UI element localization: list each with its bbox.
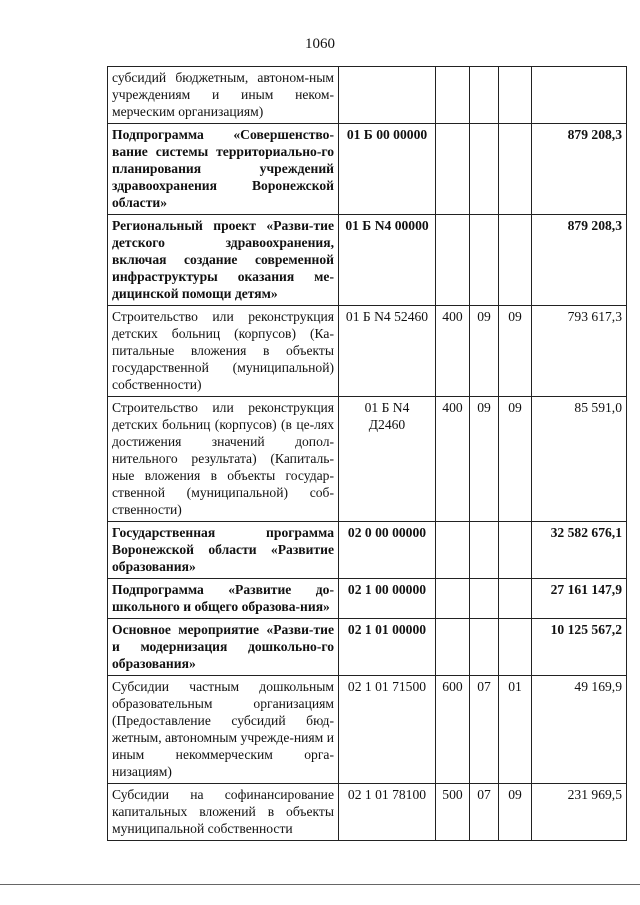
row-code-cell [339,67,436,124]
row-vr-cell [436,67,470,124]
row-sum-cell [532,67,627,124]
row-rz-cell [470,579,499,619]
row-rz-cell [470,67,499,124]
row-code-cell: 02 0 00 00000 [339,522,436,579]
row-code-cell: 02 1 01 00000 [339,619,436,676]
row-name-cell: субсидий бюджетным, автоном-ным учреждениям и иным неком-мерческим организациям) [108,67,339,124]
row-code-cell: 01 Б N4 00000 [339,215,436,306]
row-vr-cell: 400 [436,397,470,522]
table-row [108,306,627,397]
row-pr-cell: 09 [499,306,532,397]
row-name-cell: Строительство или реконструкция детских больниц (корпусов) (в це-лях достижения значений допол-нительного результата) (Капиталь-ные вложения в объекты государ-ственной (муниципальной) соб-ственности) [108,397,339,522]
row-code-cell: 01 Б 00 00000 [339,124,436,215]
row-name-cell: Субсидии на софинансирование капитальных вложений в объекты муниципальной собственности [108,784,339,841]
row-sum-cell: 49 169,9 [532,676,627,784]
row-code-cell: 02 1 01 78100 [339,784,436,841]
row-rz-cell: 07 [470,784,499,841]
row-sum-cell: 10 125 567,2 [532,619,627,676]
row-sum-cell: 879 208,3 [532,124,627,215]
row-name-cell: Подпрограмма «Совершенство-вание системы территориально-го планирования учреждений здравоохранения Воронежской области» [108,124,339,215]
page-number: 1060 [305,36,335,52]
table-row [108,784,627,841]
row-rz-cell [470,619,499,676]
table-body [108,67,627,841]
row-pr-cell: 09 [499,784,532,841]
row-name-cell: Основное мероприятие «Разви-тие и модернизация дошкольно-го образования» [108,619,339,676]
row-code-cell: 01 Б N4 Д2460 [339,397,436,522]
row-vr-cell [436,215,470,306]
row-vr-cell [436,579,470,619]
row-rz-cell [470,215,499,306]
row-name-cell: Строительство или реконструкция детских больниц (корпусов) (Ка-питальные вложения в объекты государственной (муниципальной) собственности) [108,306,339,397]
footer-divider [0,884,640,885]
table-row [108,215,627,306]
row-sum-cell: 32 582 676,1 [532,522,627,579]
row-vr-cell: 500 [436,784,470,841]
table-row [108,124,627,215]
row-vr-cell [436,522,470,579]
row-pr-cell [499,579,532,619]
row-vr-cell: 400 [436,306,470,397]
row-code-cell: 01 Б N4 52460 [339,306,436,397]
row-pr-cell [499,215,532,306]
row-sum-cell: 231 969,5 [532,784,627,841]
row-pr-cell [499,619,532,676]
row-rz-cell: 09 [470,306,499,397]
budget-table [107,66,627,841]
row-name-cell: Государственная программа Воронежской области «Развитие образования» [108,522,339,579]
row-rz-cell: 09 [470,397,499,522]
table-row [108,397,627,522]
row-code-cell: 02 1 01 71500 [339,676,436,784]
row-name-cell: Региональный проект «Разви-тие детского здравоохранения, включая создание современной инфраструктуры оказания ме-дицинской помощи детям» [108,215,339,306]
table-row [108,579,627,619]
row-vr-cell [436,619,470,676]
table-row [108,676,627,784]
row-code-cell: 02 1 00 00000 [339,579,436,619]
row-name-cell: Подпрограмма «Развитие до-школьного и общего образова-ния» [108,579,339,619]
row-sum-cell: 85 591,0 [532,397,627,522]
row-rz-cell [470,522,499,579]
row-vr-cell: 600 [436,676,470,784]
row-vr-cell [436,124,470,215]
row-sum-cell: 27 161 147,9 [532,579,627,619]
table-row [108,522,627,579]
row-rz-cell [470,124,499,215]
table-row [108,619,627,676]
row-pr-cell [499,124,532,215]
row-rz-cell: 07 [470,676,499,784]
row-pr-cell: 01 [499,676,532,784]
row-pr-cell [499,522,532,579]
row-name-cell: Субсидии частным дошкольным образовательным организациям (Предоставление субсидий бюд-жетным, автономным учрежде-ниям и иным некоммерческим орга-низациям) [108,676,339,784]
row-pr-cell [499,67,532,124]
table-row [108,67,627,124]
row-sum-cell: 879 208,3 [532,215,627,306]
row-pr-cell: 09 [499,397,532,522]
row-sum-cell: 793 617,3 [532,306,627,397]
